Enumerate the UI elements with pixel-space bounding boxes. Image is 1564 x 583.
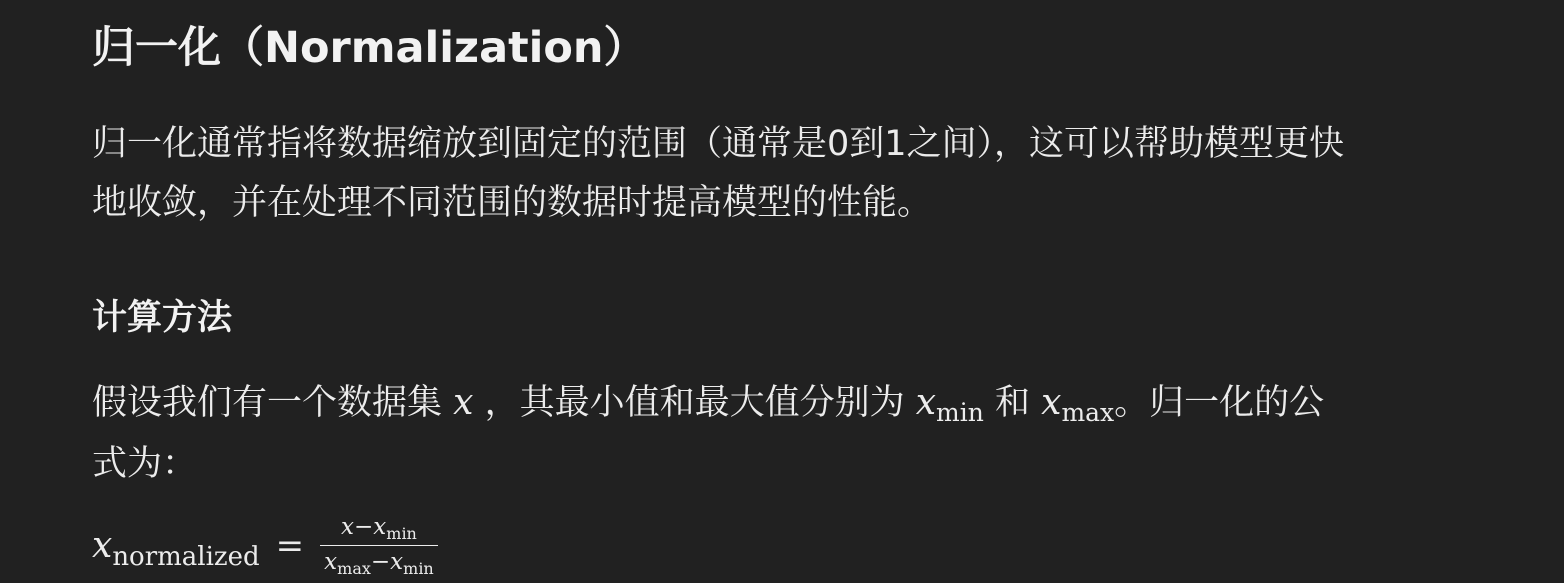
method-paragraph (92, 373, 1324, 494)
den-var2: x (390, 549, 404, 576)
num-var2: x (373, 513, 387, 540)
intro-line-2: 地收敛，并在处理不同范围的数据时提高模型的性能。 (92, 183, 933, 223)
formula-denominator (320, 546, 438, 578)
method-text-3: 和 (983, 383, 1042, 423)
math-sub-max: max (1061, 398, 1115, 427)
section-heading: 归一化（Normalization） (92, 23, 647, 73)
method-text-4: 。归一化的公 (1114, 383, 1325, 423)
math-x-max: xmax (1041, 382, 1115, 427)
intro-line-1: 归一化通常指将数据缩放到固定的范围（通常是0到1之间），这可以帮助模型更快 (92, 124, 1345, 164)
formula-fraction (320, 513, 438, 579)
den-sub: max (337, 559, 371, 579)
formula-lhs-var: x (92, 525, 113, 566)
den-var: x (324, 549, 338, 576)
num-var: x (341, 513, 354, 540)
num-sub: min (386, 523, 417, 543)
formula-lhs-sub: normalized (112, 542, 260, 572)
math-x-min: xmin (915, 382, 984, 427)
den-minus: − (370, 549, 391, 576)
method-text-2: ，其最小值和最大值分别为 (484, 383, 916, 423)
intro-paragraph (92, 115, 1344, 233)
num-minus: − (354, 513, 374, 540)
math-var-x: x (453, 382, 474, 423)
method-line-1 (92, 373, 1324, 435)
den-sub2: min (403, 559, 434, 579)
normalization-formula (92, 508, 438, 583)
subsection-heading: 计算方法 (92, 298, 233, 338)
formula-numerator (337, 513, 421, 545)
formula-lhs (92, 525, 260, 572)
method-line-2: 式为： (92, 444, 198, 484)
method-text-1: 假设我们有一个数据集 (92, 383, 454, 423)
formula-equals: = (275, 525, 305, 566)
math-sub-min: min (936, 398, 984, 427)
